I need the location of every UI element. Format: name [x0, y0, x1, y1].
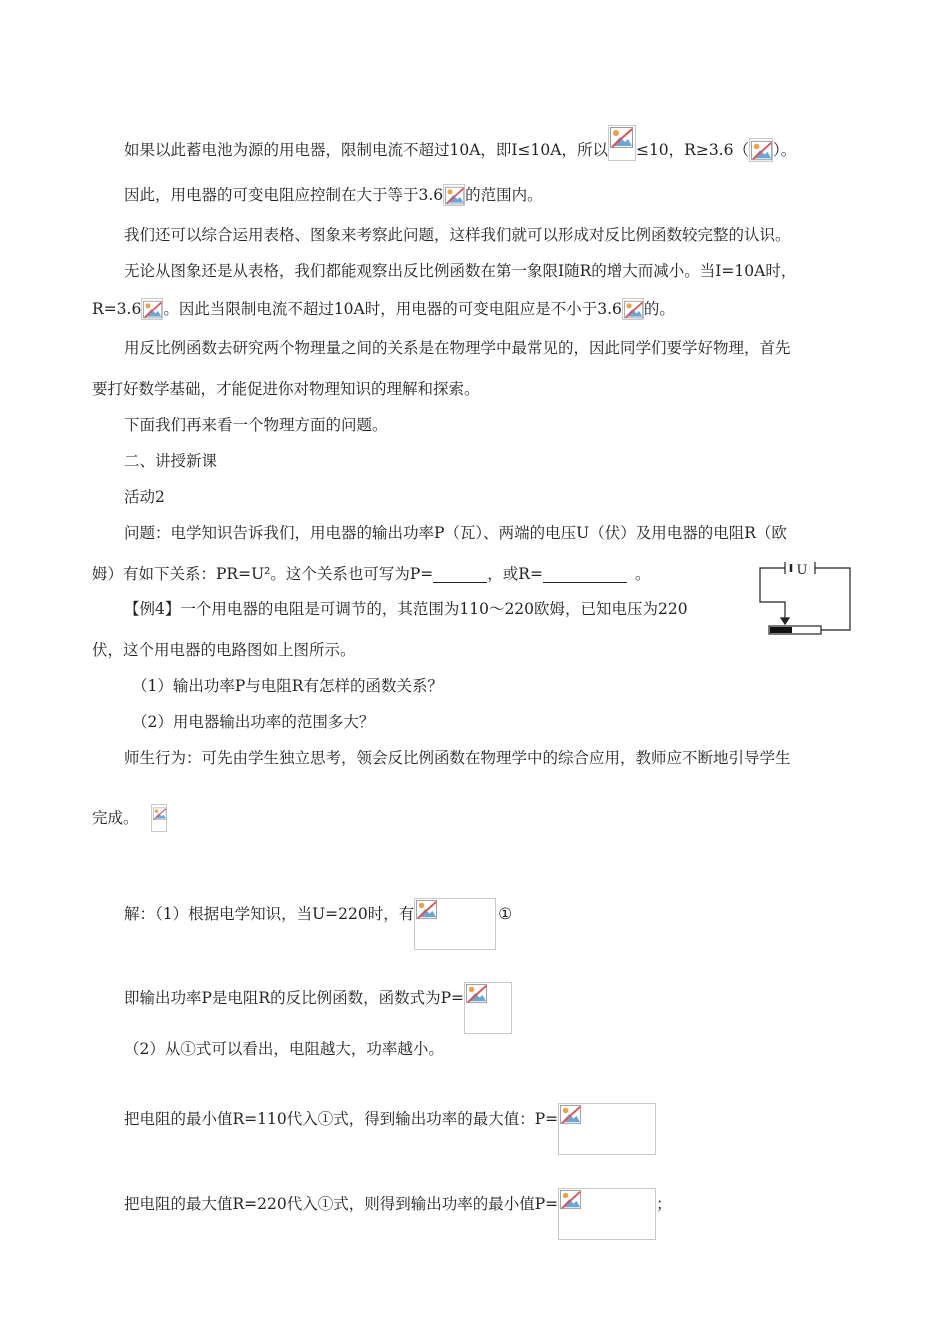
activity-heading: 活动2	[124, 488, 165, 506]
paragraph-6: 用反比例函数去研究两个物理量之间的关系是在物理学中最常见的，因此同学们要学好物理，首先	[124, 339, 791, 357]
broken-image-icon	[622, 298, 644, 320]
answer-blank-r[interactable]	[543, 566, 627, 583]
paragraph-3: 我们还可以综合运用表格、图象来考察此问题，这样我们就可以形成对反比例函数较完整的认识。	[124, 226, 791, 244]
sub-question-1: （1）输出功率P与电阻R有怎样的函数关系？	[132, 677, 443, 695]
teacher-note-line-2: 完成。	[92, 804, 167, 832]
solution-line-4: 把电阻的最小值R=110代入①式，得到输出功率的最大值：P=	[124, 1083, 656, 1155]
sub-question-2: （2）用电器输出功率的范围多大？	[132, 713, 375, 731]
solution-line-2: 即输出功率P是电阻R的反比例函数，函数式为P=	[124, 962, 512, 1034]
paragraph-7: 要打好数学基础，才能促进你对物理知识的理解和探索。	[92, 380, 480, 398]
teacher-note-line-1: 师生行为：可先由学生独立思考，领会反比例函数在物理学中的综合应用，教师应不断地引导学生	[124, 749, 791, 767]
formula-image-2	[464, 982, 512, 1034]
broken-image-icon	[608, 125, 636, 161]
broken-image-icon	[151, 804, 167, 832]
example-4-line-1: 【例4】一个用电器的电阻是可调节的，其范围为110～220欧姆，已知电压为220	[124, 600, 688, 618]
broken-image-icon	[443, 184, 465, 206]
circuit-diagram	[755, 562, 855, 636]
formula-image-3	[558, 1103, 656, 1155]
question-line-2: 姆）有如下关系：PR=U²。这个关系也可写为P= ，或R= 。	[92, 565, 651, 583]
paragraph-2: 因此，用电器的可变电阻应控制在大于等于3.6 的范围内。	[124, 186, 543, 204]
solution-line-1: 解：（1）根据电学知识，当U=220时，有 ①	[124, 878, 512, 950]
circuit-voltage-label: U	[796, 563, 808, 578]
section-heading: 二、讲授新课	[124, 452, 218, 470]
example-4-line-2: 伏，这个用电器的电路图如上图所示。	[92, 641, 356, 659]
paragraph-5: R=3.6 。因此当限制电流不超过10A时，用电器的可变电阻应是不小于3.6 的。	[92, 300, 675, 318]
answer-blank-p[interactable]	[433, 566, 487, 583]
broken-image-icon	[141, 298, 163, 320]
broken-image-icon	[749, 138, 773, 162]
question-line-1: 问题：电学知识告诉我们，用电器的输出功率P（瓦）、两端的电压U（伏）及用电器的电阻R（欧	[124, 524, 787, 542]
paragraph-1: 如果以此蓄电池为源的用电器，限制电流不超过10A，即I≤10A，所以 ≤10，R≥3.6（ ）。	[124, 137, 796, 162]
formula-image-1	[414, 898, 496, 950]
formula-image-4	[558, 1188, 656, 1240]
solution-line-3: （2）从①式可以看出，电阻越大，功率越小。	[124, 1040, 444, 1058]
solution-line-5: 把电阻的最大值R=220代入①式，则得到输出功率的最小值P= ；	[124, 1168, 672, 1240]
paragraph-4: 无论从图象还是从表格，我们都能观察出反比例函数在第一象限I随R的增大而减小。当I=10A时，	[124, 262, 797, 280]
paragraph-8: 下面我们再来看一个物理方面的问题。	[124, 416, 388, 434]
